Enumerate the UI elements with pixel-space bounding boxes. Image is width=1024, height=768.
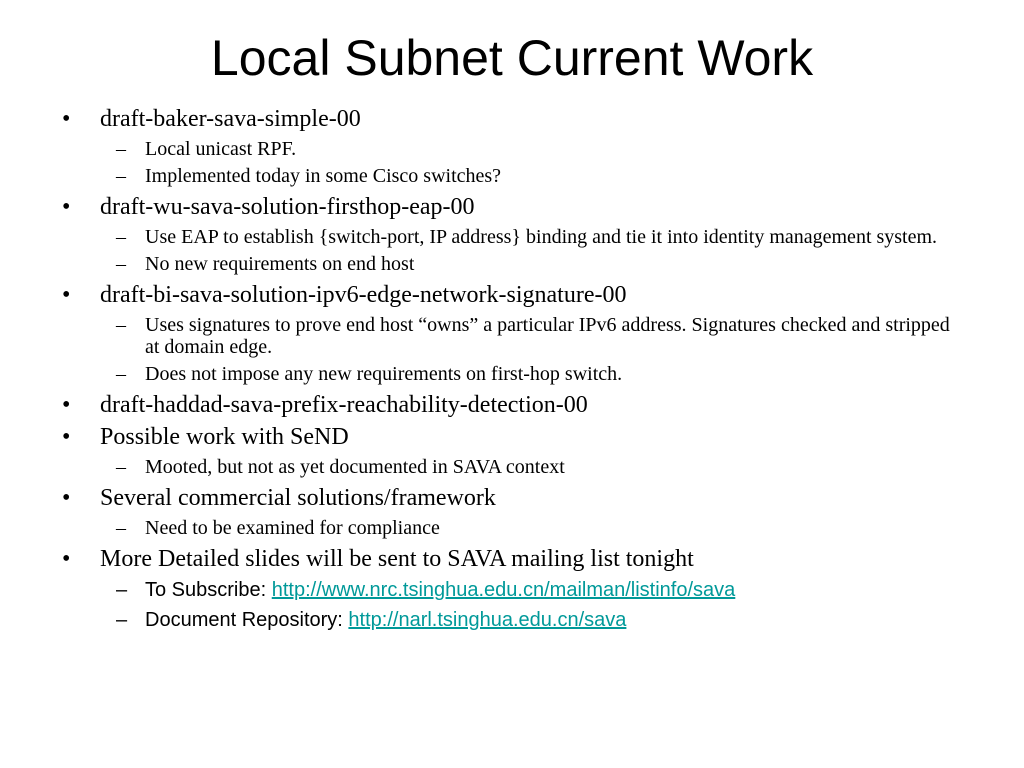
bullet-item [0, 544, 1024, 574]
dash-icon: – [116, 579, 128, 601]
sub-bullet-text: Uses signatures to prove end host “owns” a particular IPv6 address. Signatures checked and stripped at domain edge. [145, 314, 950, 358]
bullet-item [0, 192, 1024, 222]
bullet-item [0, 104, 1024, 134]
sub-bullet-text: Local unicast RPF. [145, 138, 297, 160]
sub-bullet-item [0, 314, 1024, 358]
bullet-text: Several commercial solutions/framework [100, 485, 496, 511]
bullet-icon: • [62, 106, 71, 132]
bullet-list [0, 104, 1024, 636]
bullet-item [0, 390, 1024, 420]
sub-bullet-text: Use EAP to establish {switch-port, IP address} binding and tie it into identity management system. [145, 226, 938, 248]
subscribe-label: To Subscribe: [145, 579, 272, 601]
dash-icon: – [116, 226, 126, 248]
sub-bullet-text: Implemented today in some Cisco switches? [145, 165, 502, 187]
dash-icon: – [116, 363, 126, 385]
repository-link[interactable]: http://narl.tsinghua.edu.cn/sava [348, 609, 627, 631]
bullet-icon: • [62, 485, 71, 511]
dash-icon: – [116, 138, 126, 160]
sub-bullet-item [0, 165, 1024, 187]
bullet-text: draft-wu-sava-solution-firsthop-eap-00 [100, 194, 475, 220]
sub-bullet-text: Mooted, but not as yet documented in SAVA context [145, 456, 565, 478]
bullet-text: More Detailed slides will be sent to SAVA mailing list tonight [100, 546, 694, 572]
sub-bullet-text: No new requirements on end host [145, 253, 415, 275]
bullet-icon: • [62, 282, 71, 308]
dash-icon: – [116, 314, 126, 336]
repository-label: Document Repository: [145, 609, 349, 631]
sub-bullet-text: Does not impose any new requirements on first-hop switch. [145, 363, 623, 385]
bullet-item [0, 280, 1024, 310]
bullet-text: draft-haddad-sava-prefix-reachability-detection-00 [100, 392, 588, 418]
dash-icon: – [116, 253, 126, 275]
bullet-item [0, 422, 1024, 452]
bullet-text: Possible work with SeND [100, 424, 349, 450]
bullet-icon: • [62, 546, 71, 572]
sub-bullet-item [0, 363, 1024, 385]
dash-icon: – [116, 165, 126, 187]
bullet-icon: • [62, 194, 71, 220]
sub-bullet-item [0, 456, 1024, 478]
bullet-icon: • [62, 392, 71, 418]
sub-bullet-item [0, 226, 1024, 248]
bullet-icon: • [62, 424, 71, 450]
bullet-item [0, 483, 1024, 513]
slide-title: Local Subnet Current Work [210, 30, 814, 86]
repository-item [0, 606, 1024, 634]
sub-bullet-item [0, 138, 1024, 160]
dash-icon: – [116, 517, 126, 539]
sub-bullet-text: Need to be examined for compliance [145, 517, 440, 539]
subscribe-item [0, 576, 1024, 604]
dash-icon: – [116, 609, 128, 631]
dash-icon: – [116, 456, 126, 478]
sub-bullet-item [0, 517, 1024, 539]
subscribe-link[interactable]: http://www.nrc.tsinghua.edu.cn/mailman/listinfo/sava [271, 579, 736, 601]
sub-bullet-item [0, 253, 1024, 275]
bullet-text: draft-baker-sava-simple-00 [100, 106, 361, 132]
bullet-text: draft-bi-sava-solution-ipv6-edge-network-signature-00 [100, 282, 627, 308]
